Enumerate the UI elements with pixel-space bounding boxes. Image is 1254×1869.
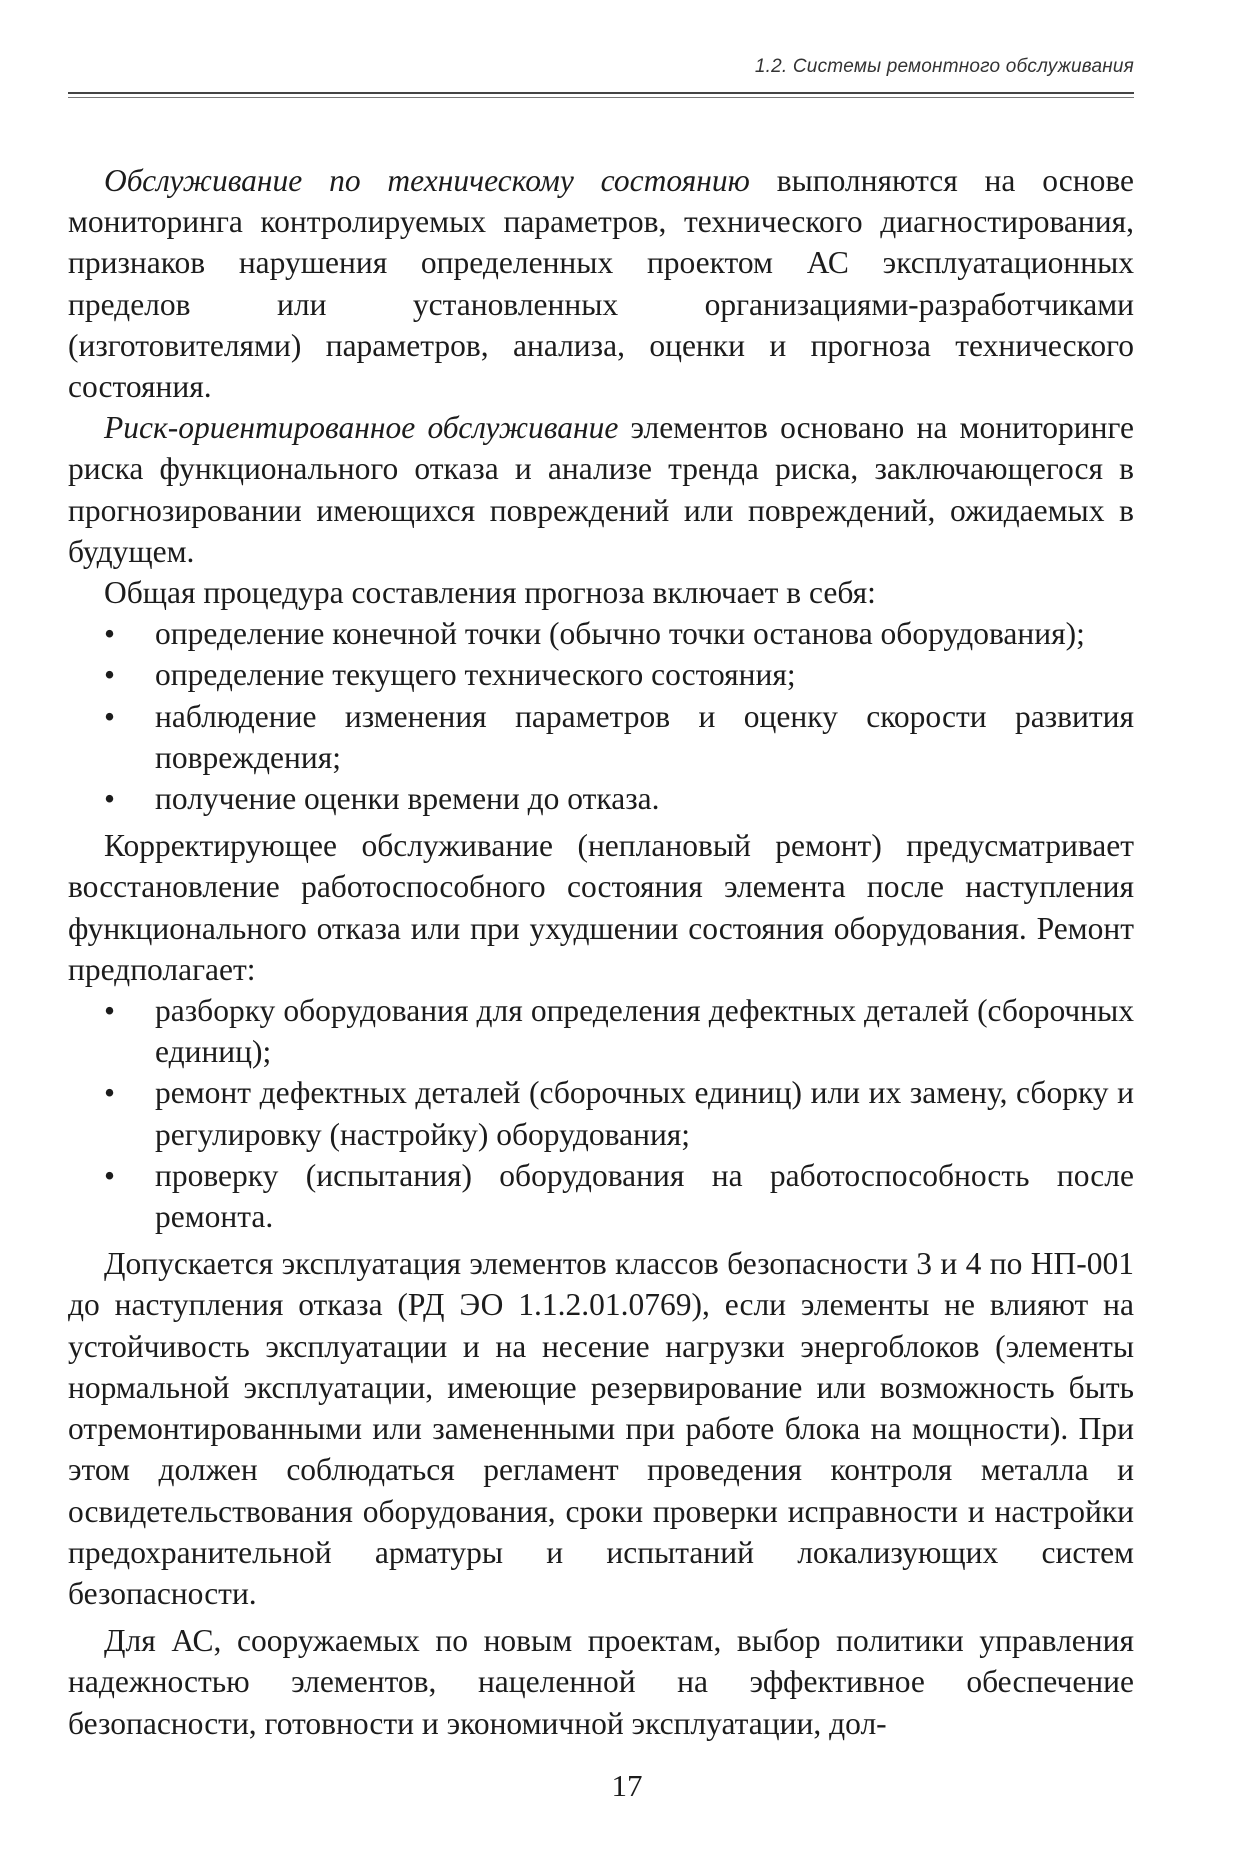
bullet-icon: • [104, 1157, 116, 1193]
list-item-text: разборку оборудования для определения дефектных деталей (сборочных единиц); [155, 993, 1134, 1070]
bullet-icon: • [104, 616, 116, 652]
list-item-text: проверку (испытания) оборудования на работоспособность после ремонта. [155, 1157, 1134, 1235]
paragraph-risk-based-maintenance [68, 407, 1134, 572]
bullet-icon: • [104, 993, 116, 1029]
running-head: 1.2. Системы ремонтного обслуживания [754, 56, 1134, 77]
paragraph-text: выполняются на основе мониторинга контролируемых параметров, технического диагностирования, признаков нарушения определенных проектом АС эксплуатационных пределов или установленных организациями-разработчиками (изготовителями) параметров, анализа, оценки и прогноза технического состояния. [68, 163, 1134, 405]
list-item [68, 1155, 1134, 1237]
list-item [68, 696, 1134, 778]
header-rule-thin [68, 97, 1134, 98]
body-text [68, 160, 1134, 1744]
bullet-icon: • [104, 657, 116, 693]
header-rule [68, 92, 1134, 94]
list-item-text: определение конечной точки (обычно точки останова оборудования); [155, 616, 1085, 652]
list-item [68, 778, 1134, 819]
list-item-text: получение оценки времени до отказа. [155, 781, 660, 817]
paragraph-operation-until-failure: Допускается эксплуатация элементов классов безопасности 3 и 4 по НП-001 до наступления отказа (РД ЭО 1.1.2.01.0769), если элементы не влияют на устойчивость эксплуатации и на несение нагрузки энергоблоков (элементы нормальной эксплуатации, имеющие резервирование или возможность быть отремонтированными или замененными при работе блока на мощности). При этом должен соблюдаться регламент проведения контроля металла и освидетельствования оборудования, сроки проверки исправности и настройки предохранительной арматуры и испытаний локализующих систем безопасности. [68, 1246, 1134, 1611]
bullet-icon: • [104, 1075, 116, 1111]
bullet-icon: • [104, 781, 116, 817]
list-item-text: определение текущего технического состояния; [155, 657, 796, 693]
paragraph-forecast-procedure: Общая процедура составления прогноза включает в себя: [104, 575, 876, 611]
list-item [68, 1072, 1134, 1154]
term-risk-based: Риск-ориентированное обслуживание [104, 410, 619, 446]
list-item [68, 990, 1134, 1072]
paragraph-new-projects: Для АС, сооружаемых по новым проектам, выбор политики управления надежностью элементов, нацеленной на эффективное обеспечение безопасности, готовности и экономичной эксплуатации, дол- [68, 1623, 1134, 1741]
list-item [68, 654, 1134, 695]
paragraph-corrective-maintenance: Корректирующее обслуживание (неплановый ремонт) предусматривает восстановление работоспособного состояния элемента после наступления функционального отказа или при ухудшении состояния оборудования. Ремонт предполагает: [68, 828, 1134, 987]
page-number: 17 [611, 1768, 643, 1803]
repair-steps-list [68, 990, 1134, 1237]
paragraph-condition-based-maintenance [68, 160, 1134, 407]
forecast-steps-list [68, 613, 1134, 819]
term-condition-based: Обслуживание по техническому состоянию [104, 163, 750, 198]
list-item-text: ремонт дефектных деталей (сборочных единиц) или их замену, сборку и регулировку (настройку) оборудования; [155, 1075, 1134, 1152]
list-item [68, 613, 1134, 654]
list-item-text: наблюдение изменения параметров и оценку скорости развития повреждения; [155, 698, 1134, 775]
paragraph-text: элементов основано на мониторинге риска функционального отказа и анализе тренда риска, заключающегося в прогнозировании имеющихся повреждений или повреждений, ожидаемых в будущем. [68, 410, 1134, 569]
bullet-icon: • [104, 698, 116, 734]
